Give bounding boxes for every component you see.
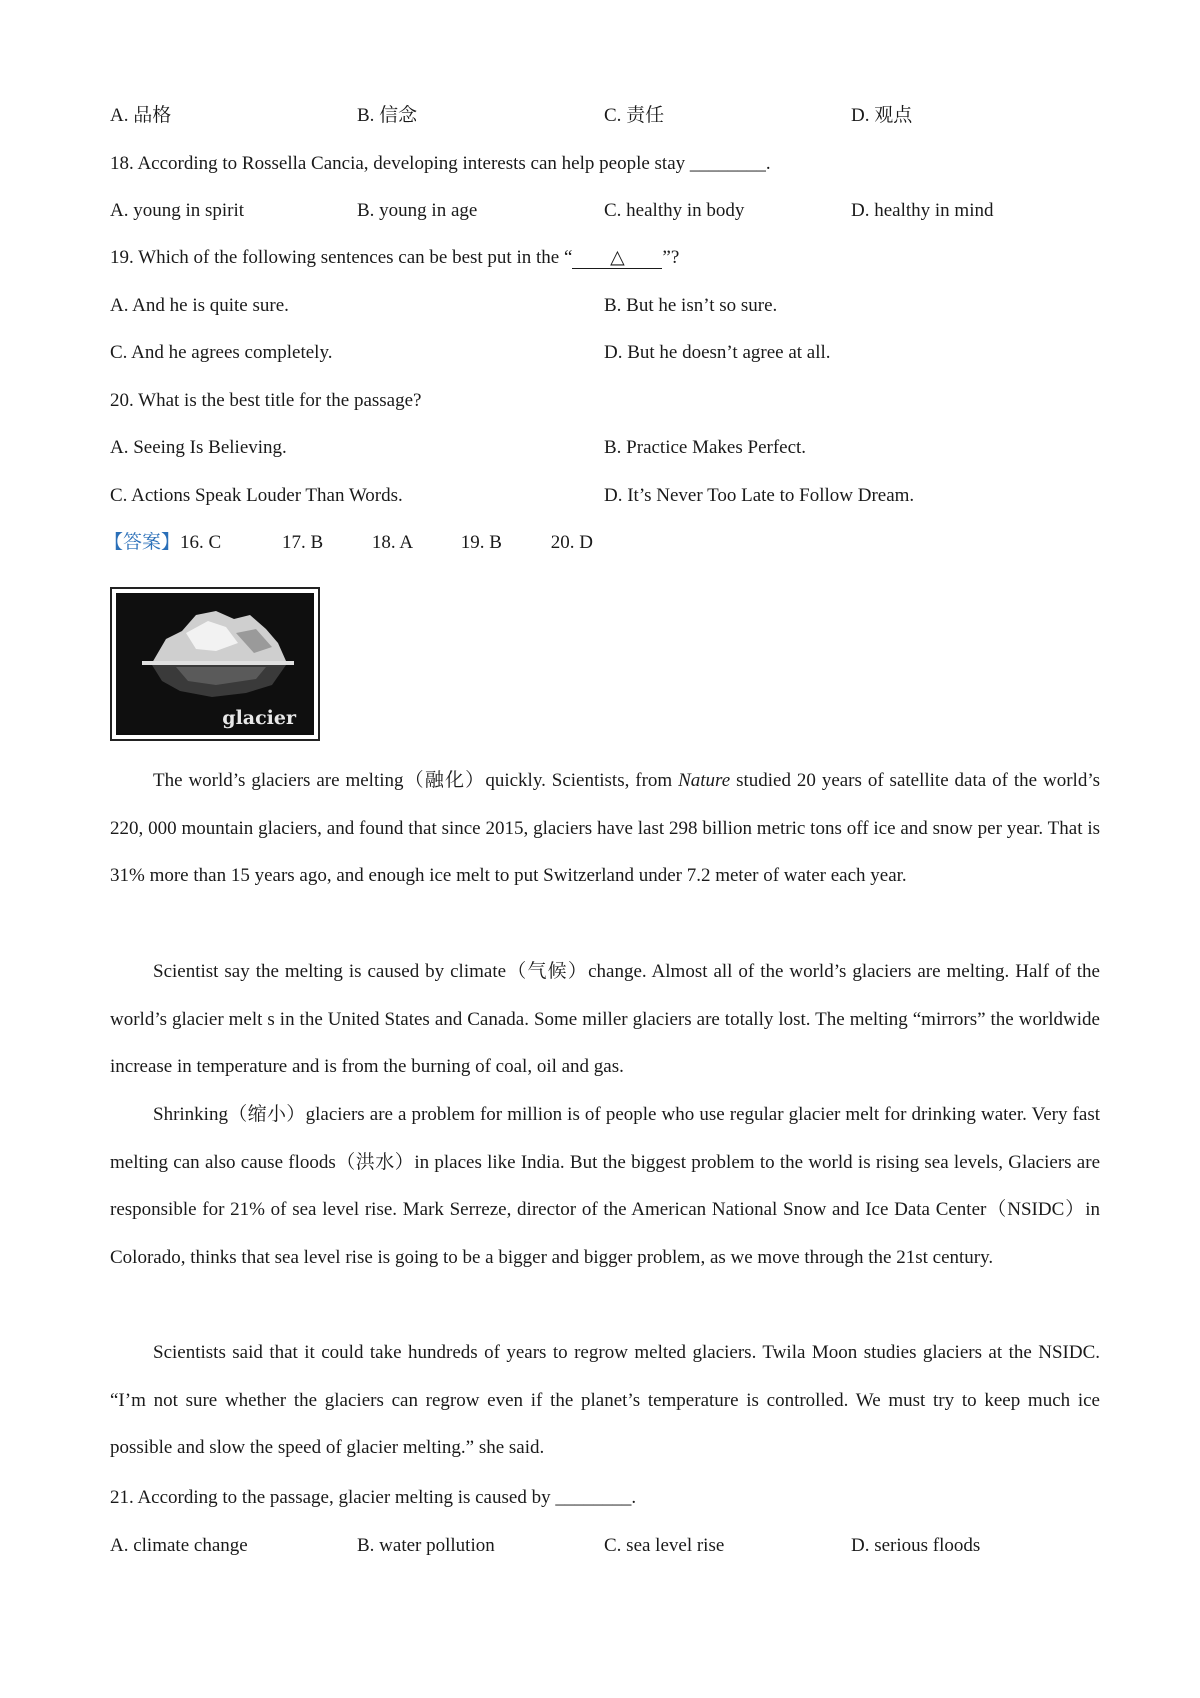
q21-option-a[interactable]: A. climate change — [110, 1535, 248, 1556]
passage-paragraph-1 — [110, 757, 1100, 900]
q19-stem-prefix: 19. Which of the following sentences can be best put in the “ — [110, 247, 573, 268]
q17-option-d[interactable]: D. 观点 — [851, 105, 913, 126]
q18-option-d[interactable]: D. healthy in mind — [851, 200, 994, 221]
answer-16: 16. C — [180, 532, 222, 553]
q18-option-b[interactable]: B. young in age — [357, 200, 478, 221]
q18-stem: 18. According to Rossella Cancia, developing interests can help people stay ________. — [110, 153, 771, 174]
q21-option-d[interactable]: D. serious floods — [851, 1535, 981, 1556]
answer-18: 18. A — [371, 532, 413, 553]
q18-option-a[interactable]: A. young in spirit — [110, 200, 245, 221]
p1-italic-source: Nature — [678, 770, 731, 791]
q20-option-a[interactable]: A. Seeing Is Believing. — [110, 437, 287, 458]
q17-option-b[interactable]: B. 信念 — [357, 105, 418, 126]
q20-option-c[interactable]: C. Actions Speak Louder Than Words. — [110, 485, 403, 506]
passage-paragraph-4: Scientists said that it could take hundreds of years to regrow melted glaciers. Twila Moon studies glaciers at the NSIDC. “I’m not sure whether the glaciers can regrow even if the planet’s temperature is controlled. We must try to keep much ice possible and slow the speed of glacier melting.” she said. — [110, 1342, 1100, 1459]
q17-option-a[interactable]: A. 品格 — [110, 105, 172, 126]
q19-option-a[interactable]: A. And he is quite sure. — [110, 295, 289, 316]
glacier-caption: glacier — [222, 707, 296, 729]
q20-option-b[interactable]: B. Practice Makes Perfect. — [604, 437, 807, 458]
q17-option-c[interactable]: C. 责任 — [604, 105, 665, 126]
passage-paragraph-3: Shrinking（缩小）glaciers are a problem for million is of people who use regular glacier melt for drinking water. Very fast melting can also cause floods（洪水）in places like India. But the biggest problem to the world is rising sea levels, Glaciers are responsible for 21% of sea level rise. Mark Serreze, director of the American National Snow and Ice Data Center（NSIDC）in Colorado, thinks that sea level rise is going to be a bigger and bigger problem, as we move through the 21st century. — [110, 1104, 1100, 1268]
q20-stem: 20. What is the best title for the passage? — [110, 390, 422, 411]
q21-option-c[interactable]: C. sea level rise — [604, 1535, 725, 1556]
p1-text-a: The world’s glaciers are melting（融化）quickly. Scientists, from — [153, 770, 679, 791]
glacier-image — [110, 587, 320, 741]
q19-stem — [110, 246, 679, 270]
q20-option-d[interactable]: D. It’s Never Too Late to Follow Dream. — [604, 485, 915, 506]
glacier-photo-icon — [116, 593, 314, 735]
answer-19: 19. B — [460, 532, 502, 553]
q21-option-b[interactable]: B. water pollution — [357, 1535, 495, 1556]
q19-stem-suffix: ”? — [662, 247, 680, 268]
answer-label: 【答案】 — [104, 532, 181, 553]
q18-option-c[interactable]: C. healthy in body — [604, 200, 745, 221]
answer-20: 20. D — [550, 532, 593, 553]
q19-option-c[interactable]: C. And he agrees completely. — [110, 342, 333, 363]
answer-17: 17. B — [281, 532, 324, 553]
q19-option-b[interactable]: B. But he isn’t so sure. — [604, 295, 778, 316]
passage-paragraph-2: Scientist say the melting is caused by climate（气候）change. Almost all of the world’s glaciers are melting. Half of the world’s glacier melt s in the United States and Canada. Some miller glaciers are totally lost. The melting “mirrors” the worldwide increase in temperature and is from the burning of coal, oil and gas. — [110, 961, 1100, 1078]
p1-text-b: studied 20 years of satellite data of the world’s 220, 000 mountain glaciers, and found that since 2015, glaciers have last 298 billion metric tons off ice and snow per year. That is 31% more than 15 years ago, and enough ice melt to put Switzerland under 7.2 meter of water each year. — [110, 770, 1100, 887]
triangle-blank-icon: △ — [572, 248, 662, 269]
q19-option-d[interactable]: D. But he doesn’t agree at all. — [604, 342, 831, 363]
q21-stem: 21. According to the passage, glacier melting is caused by ________. — [110, 1487, 637, 1508]
answer-key — [104, 531, 593, 555]
